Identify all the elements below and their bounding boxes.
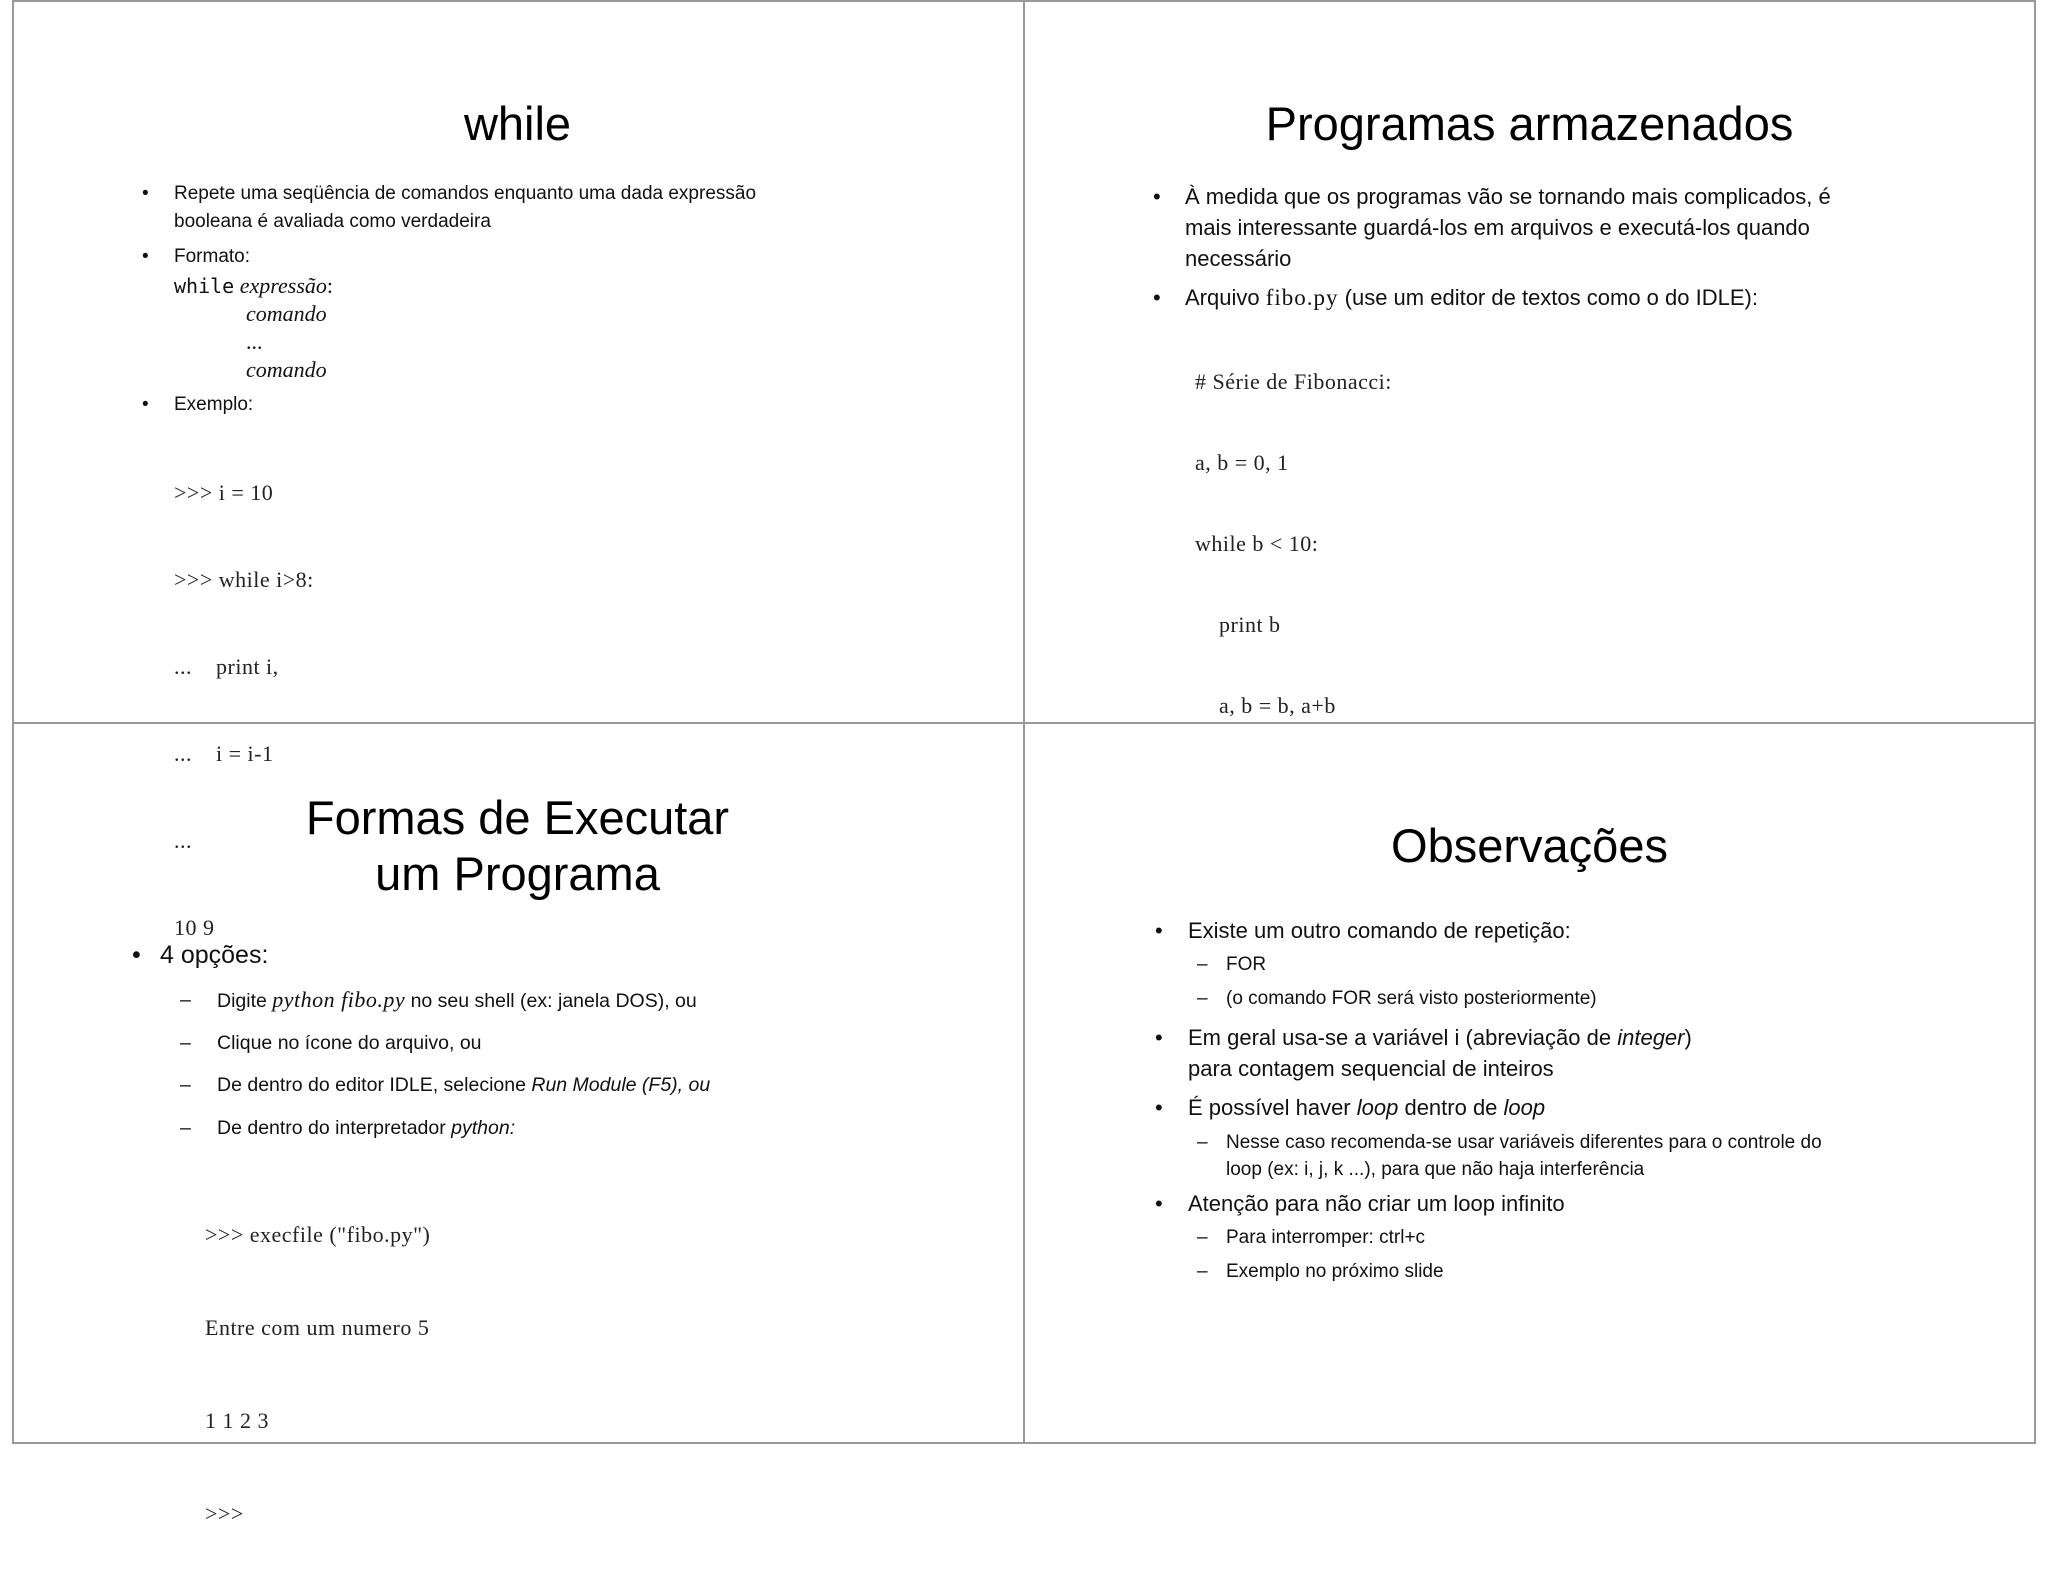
execfile-code: >>> execfile ("fibo.py") Entre com um numero 5 1 1 2 3 >>> (205, 1222, 431, 1526)
slide-while: while • Repete uma seqüência de comandos enquanto uma dada expressão booleana é avaliada como verdadeira • Formato: while expressão: comando ... comando • Exemplo: >>> i = 10 >>> while i>8: ... print i, ... i = i-1 ... 10 9 (12, 0, 1023, 722)
file-name: fibo.py (1265, 285, 1339, 310)
format-command-1: comando (246, 301, 327, 326)
slide-title: while (463, 97, 572, 150)
fibonacci-code: # Série de Fibonacci: a, b = 0, 1 while b < 10: print b a, b = b, a+b (1195, 369, 1392, 718)
handout-sheet (12, 0, 2036, 1526)
example-code: >>> i = 10 >>> while i>8: ... print i, ... i = i-1 ... 10 9 (174, 480, 314, 940)
format-keyword: while (174, 274, 235, 298)
slide-observacoes: Observações • Existe um outro comando de repetição: – FOR – (o comando FOR será visto posteriormente) • Em geral usa-se a variável i (abreviação de integer) para contagem sequencial de inteiros • É possível haver loop dentro de loop – Nesse caso recomenda-se usar variáveis diferentes para o controle do loop (ex: i, j, k ...), para que não haja interferência • Atenção para não criar um loop infinito – Para interromper: ctrl+c – Exemplo no próximo slide (1025, 724, 2034, 1442)
format-expression: expressão (239, 273, 327, 298)
slide-title: Formas de Executar um Programa (305, 791, 730, 900)
right-border (2034, 0, 2036, 1444)
slide-title: Programas armazenados (1265, 97, 1794, 150)
slide-formas-de-executar: Formas de Executar um Programa • 4 opções: – Digite python fibo.py no seu shell (ex: janela DOS), ou – Clique no ícone do arquivo, ou – De dentro do editor IDLE, selecione Run Module (F5), ou – De dentro do interpretador python: >>> execfile ("fibo.py") Entre com um numero 5 1 1 2 3 >>> (12, 724, 1023, 1442)
slide-programas-armazenados: Programas armazenados • À medida que os programas vão se tornando mais complicados, é mais interessante guardá-los em arquivos e executá-los quando necessário • Arquivo fibo.py (use um editor de textos como o do IDLE): # Série de Fibonacci: a, b = 0, 1 while b < 10: print b a, b = b, a+b (1025, 0, 2034, 722)
format-command-2: comando (246, 357, 327, 382)
slide-title: Observações (1391, 819, 1668, 872)
shell-command: python fibo.py (272, 987, 406, 1012)
format-block: while expressão: comando ... comando (174, 273, 334, 382)
format-dots: ... (246, 329, 263, 354)
